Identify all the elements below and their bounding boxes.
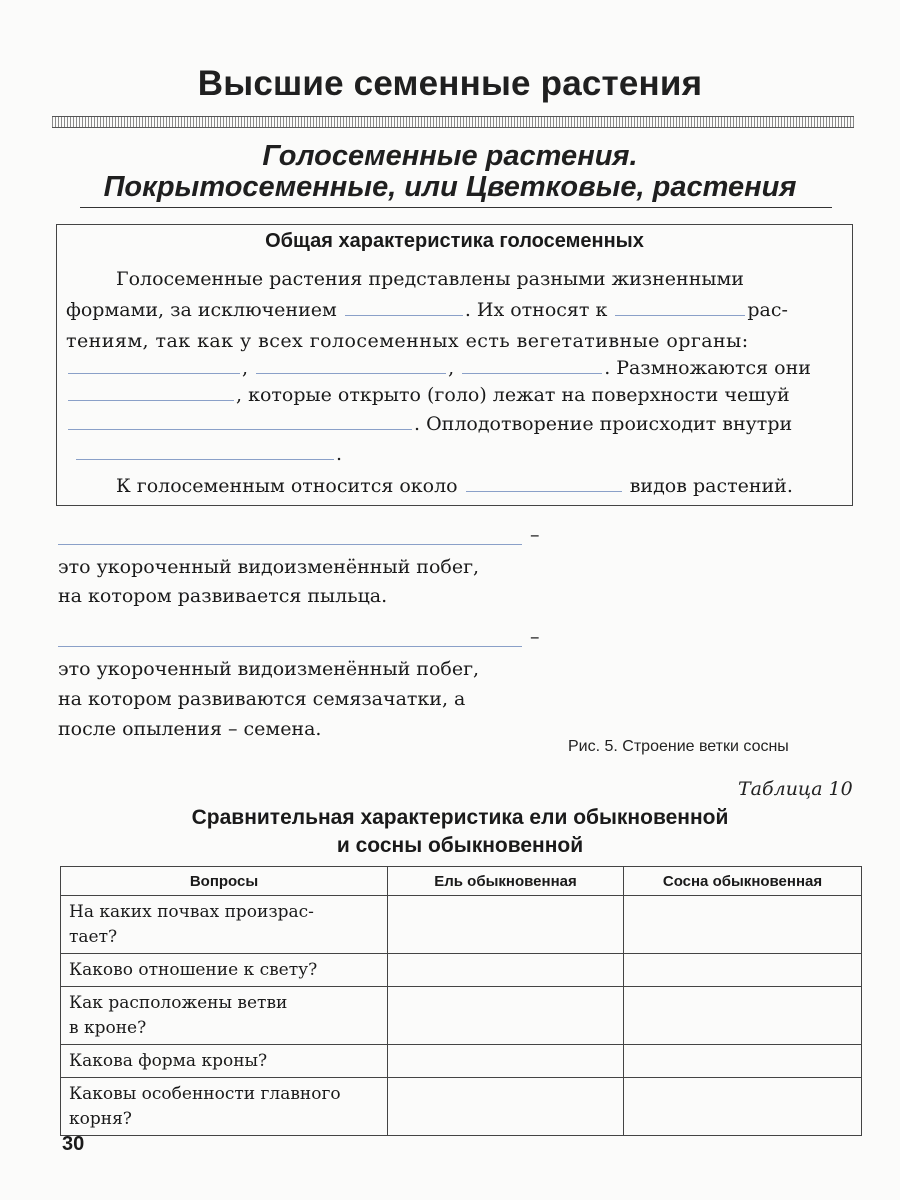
question-text: Каково отношение к свету?: [69, 960, 318, 980]
question-cell: [61, 954, 388, 987]
box-text-line6: [66, 413, 792, 435]
question-cell: [61, 987, 388, 1045]
box-text: . Оплодотворение происходит внутри: [414, 413, 793, 435]
table-title-line2: и сосны обыкновенной: [336, 834, 584, 857]
answer-blank[interactable]: [466, 490, 622, 492]
box-text: .: [336, 443, 343, 465]
question-text: На каких почвах произрас-: [69, 902, 314, 922]
pine-answer-cell[interactable]: [624, 1045, 862, 1078]
definition-2-line1: это укороченный видоизменённый побег,: [58, 658, 480, 680]
question-cell: [61, 1078, 388, 1136]
answer-blank[interactable]: [76, 458, 334, 460]
box-text: видов растений.: [629, 475, 793, 497]
dash: –: [530, 524, 540, 546]
pine-answer-cell[interactable]: [624, 954, 862, 987]
table-label: Таблица 10: [738, 778, 853, 800]
definition-2-line3: после опыления – семена.: [58, 718, 322, 740]
box-text: , которые открыто (голо) лежат на поверхности чешуй: [236, 384, 790, 406]
question-text: Как расположены ветви: [69, 993, 288, 1013]
box-text-line5: [66, 384, 790, 406]
table-row: [61, 1078, 862, 1136]
spruce-answer-cell[interactable]: [388, 1045, 624, 1078]
answer-blank[interactable]: [345, 314, 463, 316]
answer-blank[interactable]: [256, 372, 446, 374]
definition-blank-1[interactable]: [58, 544, 522, 545]
box-text: формами, за исключением: [66, 299, 337, 321]
spruce-answer-cell[interactable]: [388, 954, 624, 987]
box-text: . Их относят к: [464, 299, 608, 321]
question-text: Каковы особенности главного: [69, 1084, 341, 1104]
pine-answer-cell[interactable]: [624, 1078, 862, 1136]
question-text: корня?: [69, 1109, 132, 1129]
box-title: Общая характеристика голосеменных: [265, 230, 644, 252]
box-text-line2: [66, 299, 788, 321]
box-text: рас-: [747, 299, 788, 321]
definition-1-line1: это укороченный видоизменённый побег,: [58, 556, 480, 578]
definition-2-line2: на котором развиваются семязачатки, а: [58, 688, 466, 710]
definition-blank-2[interactable]: [58, 646, 522, 647]
subtitle-underline: [80, 207, 832, 208]
figure-caption: Рис. 5. Строение ветки сосны: [568, 738, 789, 755]
answer-blank[interactable]: [68, 372, 240, 374]
box-text-line3: тениям, так как у всех голосеменных есть вегетативные органы:: [66, 330, 749, 352]
table-header-row: [61, 867, 862, 896]
table-row: [61, 987, 862, 1045]
question-text: в кроне?: [69, 1018, 147, 1038]
answer-blank[interactable]: [68, 428, 412, 430]
box-text: ,: [242, 357, 249, 379]
spruce-answer-cell[interactable]: [388, 1078, 624, 1136]
answer-blank[interactable]: [462, 372, 602, 374]
question-cell: [61, 1045, 388, 1078]
definition-1-line2: на котором развивается пыльца.: [58, 585, 388, 607]
page-number: 30: [62, 1133, 85, 1155]
box-text-line4: [66, 357, 811, 379]
column-header: Ель обыкновенная: [388, 867, 624, 896]
title-divider: [52, 116, 854, 128]
comparison-table: [60, 866, 862, 1136]
spruce-answer-cell[interactable]: [388, 987, 624, 1045]
dash: –: [530, 626, 540, 648]
table-row: [61, 1045, 862, 1078]
question-text: тает?: [69, 927, 118, 947]
table-title-line1: Сравнительная характеристика ели обыкновенной: [191, 806, 729, 829]
answer-blank[interactable]: [68, 399, 234, 401]
box-text: К голосеменным относится около: [116, 475, 458, 497]
column-header: Вопросы: [61, 867, 388, 896]
section-subtitle-line2: Покрытосеменные, или Цветковые, растения: [103, 171, 797, 203]
box-text-line8: [116, 475, 793, 497]
answer-blank[interactable]: [615, 314, 745, 316]
box-text: . Размножаются они: [604, 357, 811, 379]
box-text-line7: [74, 443, 342, 465]
page-title: Высшие семенные растения: [197, 64, 703, 103]
spruce-answer-cell[interactable]: [388, 896, 624, 954]
question-cell: [61, 896, 388, 954]
box-text-line1: Голосеменные растения представлены разными жизненными: [116, 268, 744, 290]
question-text: Какова форма кроны?: [69, 1051, 268, 1071]
table-row: [61, 896, 862, 954]
box-text: ,: [448, 357, 455, 379]
column-header: Сосна обыкновенная: [624, 867, 862, 896]
table-row: [61, 954, 862, 987]
section-subtitle-line1: Голосеменные растения.: [262, 140, 638, 172]
pine-answer-cell[interactable]: [624, 987, 862, 1045]
pine-answer-cell[interactable]: [624, 896, 862, 954]
